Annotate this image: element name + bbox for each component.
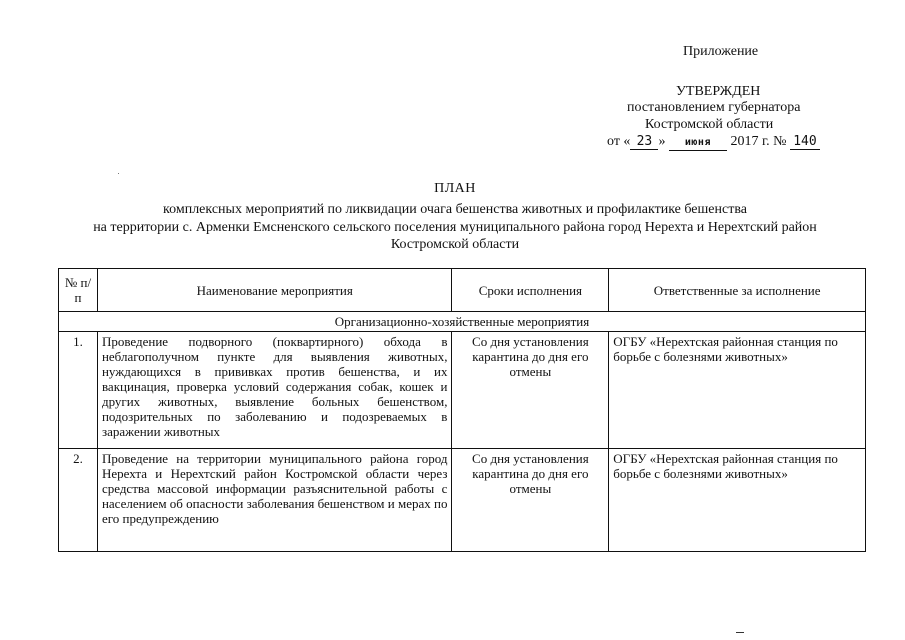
approved-label: УТВЕРЖДЕН [676,84,761,99]
header-name: Наименование мероприятия [97,269,452,312]
plan-table [58,268,866,552]
plan-subtitle-line-3: Костромской области [390,237,520,252]
table-row [59,449,866,552]
decree-label: постановлением губернатора [627,100,801,115]
row-responsible: ОГБУ «Нерехтская районная станция по борьбе с болезнями животных» [609,332,866,449]
section-row [59,312,866,332]
row-term: Со дня установления карантина до дня его отмены [452,449,609,552]
date-mid: » [658,134,666,149]
decree-number: 140 [790,134,820,150]
header-responsible: Ответственные за исполнение [609,269,866,312]
decree-month: июня [669,135,727,151]
row-num: 1. [59,332,98,449]
plan-subtitle-line-1: комплексных мероприятий по ликвидации очага бешенства животных и профилактике бешенства [163,202,747,217]
scan-mark [736,632,744,633]
row-name: Проведение на территории муниципального района город Нерехта и Нерехтский район Костромской области через средства массовой информации разъяснительной работы с населением об опасности заболевания бешенством и мерах по его предупреждению [97,449,452,552]
row-num: 2. [59,449,98,552]
table-row [59,332,866,449]
date-prefix: от « [607,134,631,149]
row-term: Со дня установления карантина до дня его отмены [452,332,609,449]
appendix-label: Приложение [683,44,759,59]
plan-title: ПЛАН [434,181,476,196]
row-name: Проведение подворного (поквартирного) обхода в неблагополучном пункте для выявления животных, нуждающихся в прививках против бешенства, и их вакцинация, проверка условий содержания собак, кошек и других животных, выявление больных бешенством, подозрительных по заболеванию и подозреваемых в заражении животных [97,332,452,449]
decree-date-line [607,133,820,151]
table-header-row [59,269,866,312]
header-num: № п/п [59,269,98,312]
decree-year: 2017 г. № [730,134,787,149]
plan-subtitle-line-2: на территории с. Арменки Емсненского сельского поселения муниципального района город Нерехта и Нерехтский район [93,220,817,235]
scan-speck [118,173,119,174]
decree-day: 23 [630,134,658,150]
region-label: Костромской области [645,117,774,132]
row-responsible: ОГБУ «Нерехтская районная станция по борьбе с болезнями животных» [609,449,866,552]
section-title: Организационно-хозяйственные мероприятия [59,312,866,332]
header-term: Сроки исполнения [452,269,609,312]
